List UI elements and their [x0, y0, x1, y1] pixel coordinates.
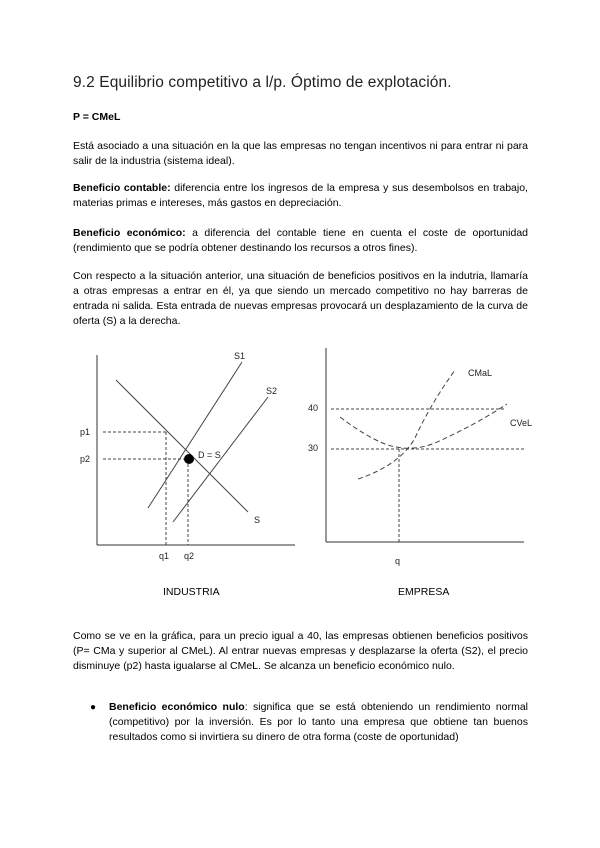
label-equilibrium: D = S: [198, 450, 221, 460]
definition-beneficio-economico: a diferencia del contable tiene en cuenta el coste de oportunidad (rendimiento que se podría obtener destinando los recursos a otros fines).: [73, 227, 528, 254]
label-s: S: [254, 515, 261, 525]
term-beneficio-economico-nulo: Beneficio económico nulo: [109, 701, 245, 713]
industry-curve-s: [116, 380, 248, 512]
bullet-list: [73, 700, 528, 745]
firm-chart: [300, 340, 540, 570]
firm-curve-cvel: [340, 404, 507, 448]
definition-beneficio-contable: diferencia entre los ingresos de la empresa y sus desembolsos en trabajo, materias primas e intereses, más gastos en depreciación.: [73, 182, 528, 209]
tick-q2: q2: [184, 551, 195, 561]
bullet-icon: ●: [90, 702, 97, 713]
term-beneficio-contable: Beneficio contable:: [73, 182, 171, 194]
section-title: 9.2 Equilibrio competitivo a l/p. Óptimo de explotación.: [73, 74, 452, 91]
caption-empresa: EMPRESA: [398, 586, 450, 598]
industry-curve-s1: [148, 362, 242, 508]
paragraph-chart-explanation: Como se ve en la gráfica, para un precio igual a 40, las empresas obtienen beneficios positivos (P= CMa y superior al CMeL). Al entrar nuevas empresas y desplazarse la oferta (S2), el precio disminuye (p2) hasta igualarse al CMeL. Se alcanza un beneficio económico nulo.: [73, 630, 528, 672]
label-cmal: CMaL: [468, 368, 493, 378]
list-item: [73, 700, 528, 745]
label-cvel: CVeL: [510, 418, 533, 428]
label-s1: S1: [234, 351, 246, 361]
industry-equilibrium-point: [184, 454, 194, 464]
paragraph-entry-of-firms: Con respecto a la situación anterior, una situación de beneficios positivos en la indutria, llamaría a otras empresas a entrar en él, ya que siendo un mercado competitivo no hay barreras de entrada ni salida. Esta entrada de nuevas empresas provocará un desplazamiento de la curva de oferta (S) a la derecha.: [73, 270, 528, 327]
tick-q1: q1: [159, 551, 170, 561]
label-s2: S2: [266, 386, 278, 396]
definition-beneficio-economico-nulo: : significa que se está obteniendo un rendimiento normal (competitivo) por la inversión. Es por lo tanto una empresa que obtiene tan buenos resultados como si invirtiera su dinero de otra forma (coste de oportunidad): [109, 701, 529, 743]
tick-q: q: [395, 556, 401, 566]
tick-p2: p2: [80, 454, 91, 464]
equilibrium-formula: P = CMeL: [73, 111, 121, 123]
tick-40: 40: [308, 403, 319, 413]
term-beneficio-economico: Beneficio económico:: [73, 227, 186, 239]
paragraph-beneficio-contable: [73, 181, 528, 211]
industry-chart: [70, 340, 300, 565]
tick-p1: p1: [80, 427, 91, 437]
tick-30: 30: [308, 443, 319, 453]
paragraph-intro: Está asociado a una situación en la que las empresas no tengan incentivos ni para entrar ni para salir de la industria (sistema ideal).: [73, 140, 528, 167]
firm-curve-cmal: [358, 370, 455, 479]
paragraph-beneficio-economico: [73, 226, 528, 256]
caption-industria: INDUSTRIA: [163, 586, 220, 598]
